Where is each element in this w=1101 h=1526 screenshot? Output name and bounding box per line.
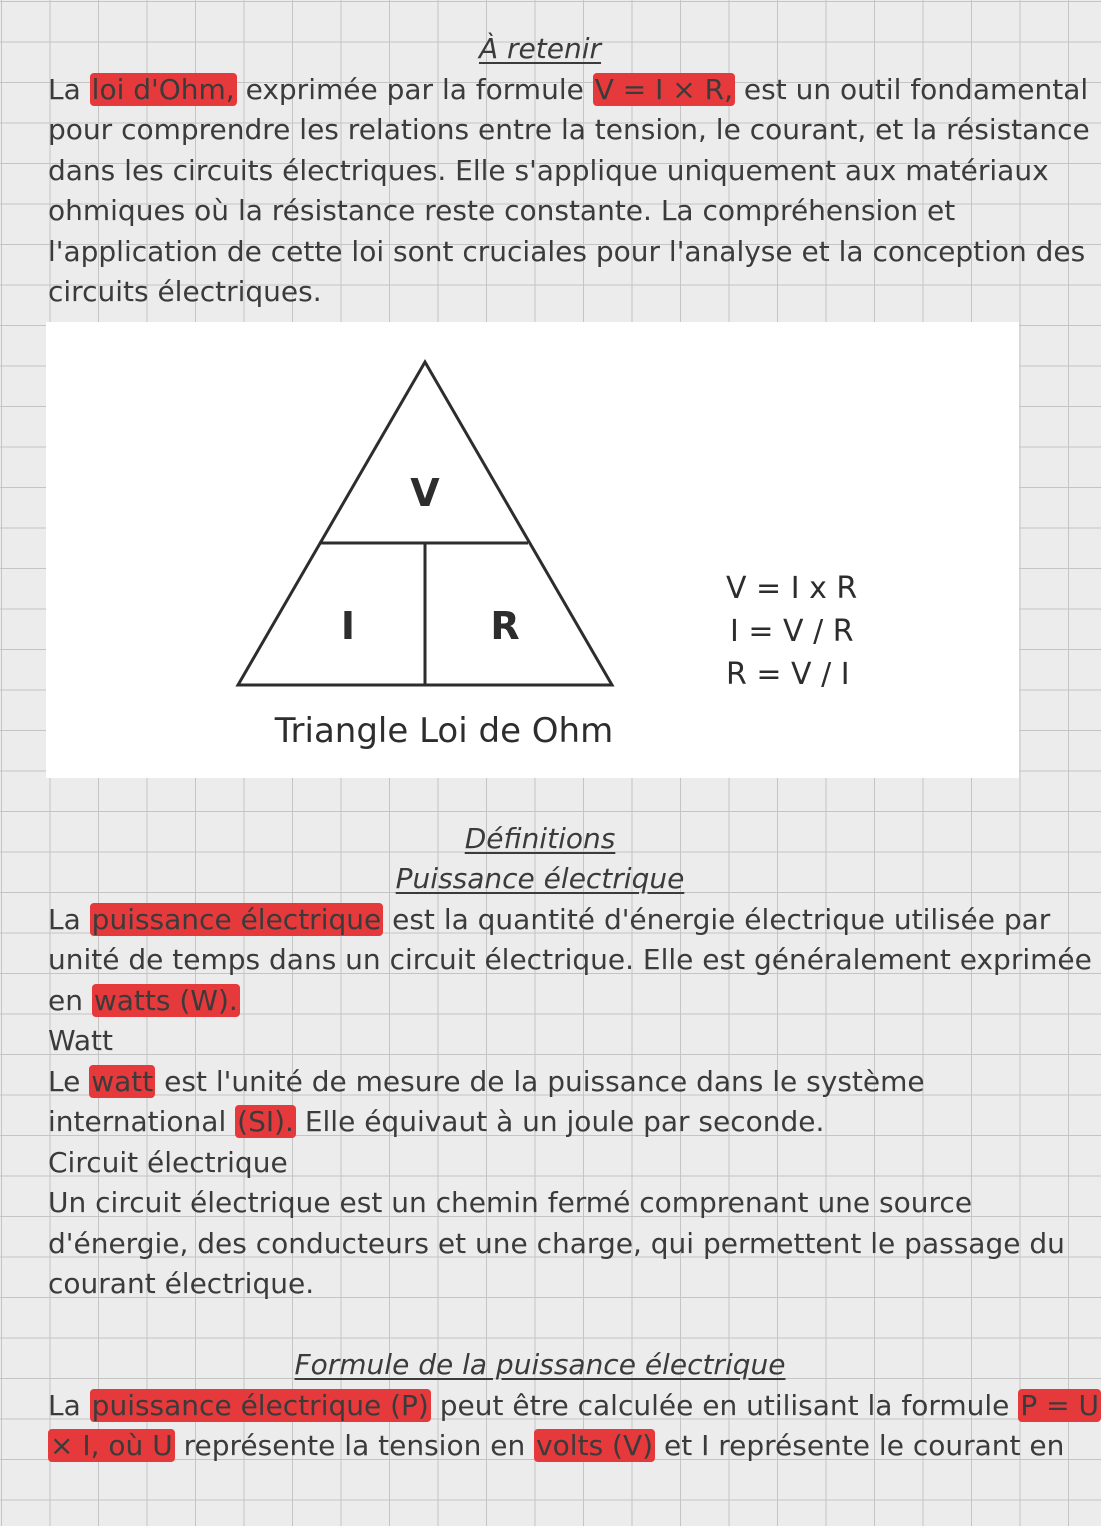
triangle-caption: Triangle Loi de Ohm <box>274 711 614 751</box>
retenir-line-1: La loi d'Ohm, exprimée par la formule V = I × R, est un outil fondamental <box>48 73 1089 106</box>
formula-v: V = I x R <box>726 571 858 606</box>
ohm-triangle-figure <box>46 322 1019 778</box>
retenir-line-3: dans les circuits électriques. Elle s'applique uniquement aux matériaux <box>48 154 1049 187</box>
definitions-title: Définitions <box>464 822 616 855</box>
puissance-line-3: en watts (W). <box>48 984 238 1017</box>
formula-i: I = V / R <box>730 614 854 649</box>
retenir-line-5: l'application de cette loi sont cruciales pour l'analyse et la conception des <box>48 235 1086 268</box>
ohm-triangle-diagram <box>46 322 1019 778</box>
watt-title: Watt <box>48 1024 114 1057</box>
highlight-loi-ohm: loi d'Ohm, <box>91 73 235 106</box>
highlight-volts: volts (V) <box>536 1429 654 1462</box>
triangle-label-r: R <box>490 604 520 648</box>
formule-line-2: × I, où U représente la tension en volts (V) et I représente le courant en <box>50 1429 1065 1462</box>
highlight-p-eq-u: P = U <box>1020 1389 1099 1422</box>
highlight-x-i-ou-u: × I, où U <box>50 1429 173 1462</box>
watt-line-1: Le watt est l'unité de mesure de la puissance dans le système <box>48 1065 925 1098</box>
puissance-line-1: La puissance électrique est la quantité d'énergie électrique utilisée par <box>48 903 1051 936</box>
highlight-watt: watt <box>91 1065 154 1098</box>
circuit-line-2: d'énergie, des conducteurs et une charge, qui permettent le passage du <box>48 1227 1065 1260</box>
retenir-line-4: ohmiques où la résistance reste constante. La compréhension et <box>48 194 956 227</box>
retenir-line-2: pour comprendre les relations entre la tension, le courant, et la résistance <box>48 113 1090 146</box>
triangle-label-v: V <box>410 471 440 515</box>
highlight-watts: watts (W). <box>93 984 238 1017</box>
retenir-title: À retenir <box>478 32 602 65</box>
circuit-line-3: courant électrique. <box>48 1267 315 1300</box>
highlight-puissance: puissance électrique <box>91 903 382 936</box>
highlight-si: (SI). <box>237 1105 294 1138</box>
watt-line-2: international (SI). Elle équivaut à un joule par seconde. <box>48 1105 825 1138</box>
puissance-title: Puissance électrique <box>395 862 685 895</box>
highlight-puissance-p: puissance électrique (P) <box>91 1389 429 1422</box>
highlight-formula-vir: V = I × R, <box>594 73 734 106</box>
puissance-line-2: unité de temps dans un circuit électrique. Elle est généralement exprimée <box>48 943 1092 976</box>
retenir-line-6: circuits électriques. <box>48 275 322 308</box>
formule-title: Formule de la puissance électrique <box>294 1348 786 1381</box>
circuit-title: Circuit électrique <box>48 1146 288 1179</box>
circuit-line-1: Un circuit électrique est un chemin fermé comprenant une source <box>48 1186 973 1219</box>
formula-r: R = V / I <box>726 657 850 692</box>
triangle-label-i: I <box>340 604 356 648</box>
formule-line-1: La puissance électrique (P) peut être calculée en utilisant la formule P = U <box>48 1389 1099 1422</box>
